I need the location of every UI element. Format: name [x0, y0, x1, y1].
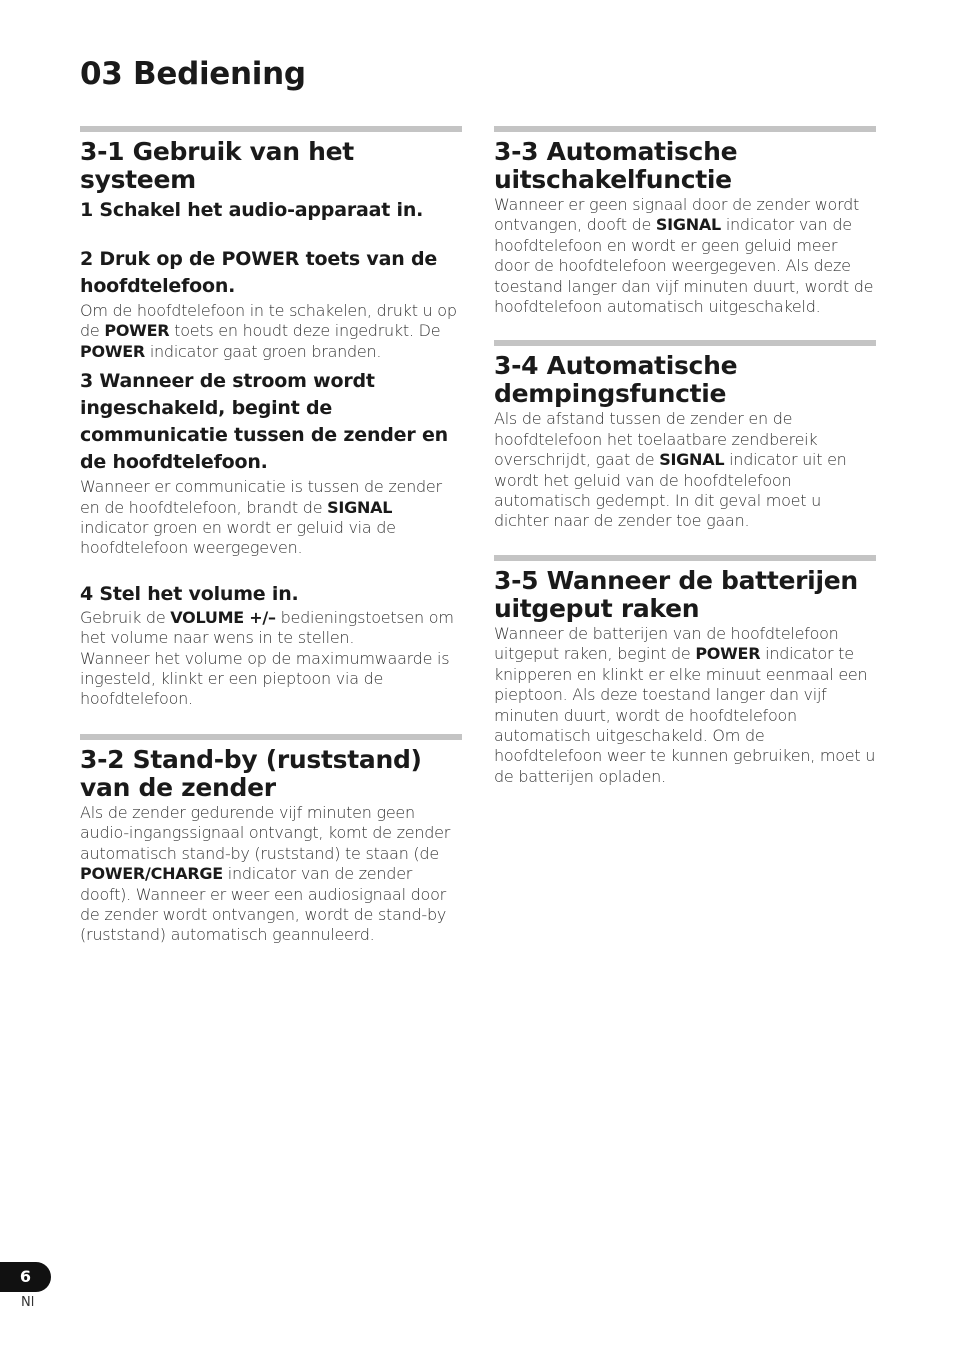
power-keyword: POWER	[695, 644, 761, 664]
step-4-heading: 4 Stel het volume in.	[80, 582, 299, 605]
section-rule	[80, 126, 462, 132]
section-title-3-3: 3-3 Automatische uitschakelfunctie	[494, 137, 738, 194]
left-column	[80, 126, 462, 946]
power-keyword: POWER	[80, 341, 145, 361]
page-number-tab: 6	[0, 1262, 51, 1292]
section-rule	[494, 555, 876, 561]
section-3-2	[80, 734, 462, 946]
step-3-text: Wanneer er communicatie is tussen de zender en de hoofdtelefoon, brandt de SIGNAL indicator groen en wordt er geluid via de hoofdtelefoon weergegeven.	[80, 477, 442, 558]
section-title-3-5: 3-5 Wanneer de batterijen uitgeput raken	[494, 565, 858, 623]
section-3-3-text: Wanneer er geen signaal door de zender wordt ontvangen, dooft de SIGNAL indicator van de hoofdtelefoon en wordt er geen geluid meer door de hoofdtelefoon weergegeven. Als deze toestand langer dan vijf minuten duurt, wordt de hoofdtelefoon automatisch uitgeschakeld.	[494, 195, 874, 317]
section-title-3-1: 3-1 Gebruik van het systeem	[80, 137, 354, 194]
section-3-1	[80, 126, 462, 710]
step-2-heading: 2 Druk op de POWER toets van de hoofdtelefoon.	[80, 248, 438, 297]
step-1-heading: 1 Schakel het audio-apparaat in.	[80, 199, 424, 221]
section-3-5	[494, 555, 876, 787]
section-title-3-2: 3-2 Stand-by (ruststand) van de zender	[80, 744, 422, 802]
power-keyword: POWER	[104, 321, 170, 341]
section-3-2-text: Als de zender gedurende vijf minuten geen audio-ingangssignaal ontvangt, komt de zender automatisch stand-by (ruststand) te staan (de POWER/CHARGE indicator van de zender dooft). Wanneer er weer een audiosignaal door de zender wordt ontvangen, wordt de stand-by (ruststand) automatisch geannuleerd.	[80, 802, 451, 945]
section-rule	[80, 734, 462, 740]
signal-keyword: SIGNAL	[655, 215, 721, 235]
language-code: Nl	[21, 1295, 35, 1310]
volume-keyword: VOLUME +/–	[170, 607, 276, 627]
signal-keyword: SIGNAL	[327, 497, 393, 517]
step-3-heading: 3 Wanneer de stroom wordt ingeschakeld, begint de communicatie tussen de zender en de hoofdtelefoon.	[80, 370, 448, 474]
section-3-3	[494, 126, 876, 317]
step-4-note: Wanneer het volume op de maximumwaarde is ingesteld, klinkt er een pieptoon via de hoofdtelefoon.	[80, 648, 450, 709]
section-rule	[494, 340, 876, 346]
section-3-4-text: Als de afstand tussen de zender en de hoofdtelefoon het toelaatbare zendbereik overschrijdt, gaat de SIGNAL indicator uit en wordt het geluid van de hoofdtelefoon automatisch gedempt. In dit geval moet u dichter naar de zender toe gaan.	[494, 409, 847, 531]
chapter-title: 03 Bediening	[80, 56, 306, 92]
power-charge-keyword: POWER/CHARGE	[80, 864, 223, 884]
right-column	[494, 126, 876, 787]
section-3-4	[494, 340, 876, 531]
signal-keyword: SIGNAL	[659, 450, 725, 470]
section-title-3-4: 3-4 Automatische dempingsfunctie	[494, 351, 738, 409]
step-2-text: Om de hoofdtelefoon in te schakelen, drukt u op de POWER toets en houdt deze ingedrukt. De POWER indicator gaat groen branden.	[80, 301, 457, 361]
section-3-5-text: Wanneer de batterijen van de hoofdtelefoon uitgeput raken, begint de POWER indicator te knipperen en klinkt er elke minuut eenmaal een pieptoon. Als deze toestand langer dan vijf minuten duurt, wordt de hoofdtelefoon automatisch uitgeschakeld. Om de hoofdtelefoon weer te kunnen gebruiken, moet u de batterijen opladen.	[494, 623, 876, 786]
section-rule	[494, 126, 876, 132]
step-4-text: Gebruik de VOLUME +/– bedieningstoetsen om het volume naar wens in te stellen.	[80, 607, 454, 648]
